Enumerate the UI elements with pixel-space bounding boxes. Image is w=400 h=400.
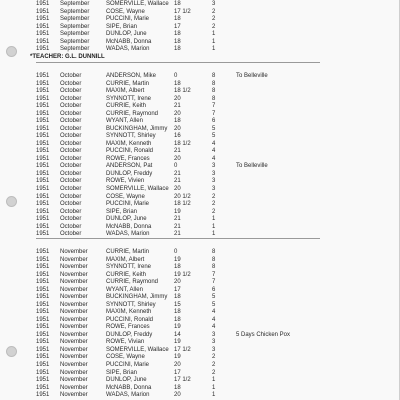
cell-age: 19 xyxy=(174,256,181,263)
cell-month: September xyxy=(60,38,90,45)
cell-year: 1951 xyxy=(36,95,50,102)
cell-name: SOMERVILLE, Wallace xyxy=(106,346,169,353)
cell-age: 18 xyxy=(174,31,181,38)
cell-name: PUCCINI, Ronald xyxy=(106,316,154,323)
cell-grade: 2 xyxy=(212,16,216,23)
cell-month: October xyxy=(60,133,82,140)
cell-name: ROWE, Vivien xyxy=(106,178,145,185)
cell-year: 1951 xyxy=(36,1,50,7)
cell-age: 18 xyxy=(174,316,181,323)
cell-age: 18 xyxy=(174,1,181,7)
cell-grade: 1 xyxy=(212,223,216,230)
cell-month: September xyxy=(60,23,90,30)
cell-age: 19 1/2 xyxy=(174,271,191,278)
cell-grade: 2 xyxy=(212,201,216,207)
cell-age: 15 xyxy=(174,301,181,308)
cell-name: PUCCINI, Marie xyxy=(106,361,150,368)
cell-month: November xyxy=(60,384,88,391)
cell-note: 5 Days Chicken Pox xyxy=(236,331,291,338)
cell-age: 14 xyxy=(174,331,181,338)
cell-age: 18 1/2 xyxy=(174,140,191,147)
cell-grade: 5 xyxy=(212,301,216,308)
cell-age: 0 xyxy=(174,163,178,170)
cell-name: BUCKINGHAM, Jimmy xyxy=(106,125,168,132)
cell-grade: 3 xyxy=(212,1,216,7)
cell-year: 1951 xyxy=(36,377,50,383)
cell-month: October xyxy=(60,231,82,238)
cell-age: 18 xyxy=(174,294,181,301)
cell-year: 1951 xyxy=(36,38,50,45)
cell-age: 16 xyxy=(174,133,181,140)
cell-year: 1951 xyxy=(36,339,50,346)
cell-name: DUNLOP, June xyxy=(106,216,147,223)
cell-grade: 1 xyxy=(212,216,216,223)
cell-year: 1951 xyxy=(36,264,50,271)
cell-grade: 8 xyxy=(212,256,216,263)
cell-grade: 1 xyxy=(212,392,216,399)
cell-month: October xyxy=(60,208,82,215)
cell-age: 17 xyxy=(174,23,181,30)
cell-note: To Belleville xyxy=(236,73,268,79)
cell-age: 20 xyxy=(174,185,181,192)
cell-month: September xyxy=(60,46,90,53)
cell-name: SOMERVILLE, Wallace xyxy=(106,1,169,7)
cell-grade: 7 xyxy=(212,279,216,286)
cell-name: CURRIE, Keith xyxy=(106,103,147,110)
cell-name: McNABB, Donna xyxy=(106,223,152,230)
cell-grade: 5 xyxy=(212,133,216,140)
cell-name: CURRIE, Martin xyxy=(106,80,150,87)
cell-name: ANDERSON, Pat xyxy=(106,163,153,170)
cell-year: 1951 xyxy=(36,216,50,223)
cell-age: 17 1/2 xyxy=(174,377,191,383)
cell-age: 21 xyxy=(174,216,181,223)
cell-month: October xyxy=(60,193,82,200)
cell-grade: 4 xyxy=(212,309,216,316)
cell-name: ROWE, Frances xyxy=(106,324,150,331)
cell-age: 17 xyxy=(174,286,181,293)
cell-year: 1951 xyxy=(36,80,50,87)
cell-age: 18 xyxy=(174,384,181,391)
section-divider xyxy=(36,238,320,239)
cell-age: 21 xyxy=(174,223,181,230)
cell-year: 1951 xyxy=(36,354,50,361)
cell-name: SYNNOTT, Irene xyxy=(106,95,152,102)
cell-age: 19 xyxy=(174,339,181,346)
cell-grade: 1 xyxy=(212,31,216,38)
cell-name: SOMERVILLE, Wallace xyxy=(106,185,169,192)
cell-age: 0 xyxy=(174,73,178,79)
cell-name: ROWE, Vivian xyxy=(106,339,145,346)
cell-month: November xyxy=(60,324,88,331)
cell-year: 1951 xyxy=(36,392,50,399)
cell-month: November xyxy=(60,316,88,323)
cell-name: DUNLOP, June xyxy=(106,31,147,38)
cell-grade: 4 xyxy=(212,324,216,331)
cell-year: 1951 xyxy=(36,8,50,15)
cell-grade: 7 xyxy=(212,110,216,117)
cell-year: 1951 xyxy=(36,316,50,323)
binder-hole xyxy=(6,346,17,357)
cell-name: DUNLOP, June xyxy=(106,377,147,383)
cell-month: November xyxy=(60,377,88,383)
cell-month: November xyxy=(60,279,88,286)
cell-name: ROWE, Frances xyxy=(106,155,150,162)
cell-name: COSE, Wayne xyxy=(106,193,145,200)
cell-month: October xyxy=(60,103,82,110)
cell-month: September xyxy=(60,16,90,23)
cell-month: October xyxy=(60,80,82,87)
cell-name: SIPE, Brian xyxy=(106,208,138,215)
cell-grade: 8 xyxy=(212,88,216,95)
cell-age: 19 xyxy=(174,208,181,215)
cell-month: November xyxy=(60,369,88,376)
cell-month: November xyxy=(60,346,88,353)
cell-grade: 2 xyxy=(212,8,216,15)
cell-name: MAXIM, Albert xyxy=(106,88,145,95)
cell-month: October xyxy=(60,148,82,155)
cell-grade: 1 xyxy=(212,38,216,45)
cell-age: 21 xyxy=(174,170,181,177)
cell-grade: 5 xyxy=(212,294,216,301)
cell-year: 1951 xyxy=(36,155,50,162)
cell-grade: 3 xyxy=(212,178,216,185)
cell-month: October xyxy=(60,95,82,102)
cell-grade: 1 xyxy=(212,231,216,238)
cell-month: October xyxy=(60,140,82,147)
cell-age: 20 xyxy=(174,361,181,368)
cell-year: 1951 xyxy=(36,148,50,155)
cell-year: 1951 xyxy=(36,249,50,255)
cell-year: 1951 xyxy=(36,294,50,301)
cell-month: November xyxy=(60,309,88,316)
cell-age: 20 xyxy=(174,279,181,286)
cell-year: 1951 xyxy=(36,178,50,185)
cell-month: October xyxy=(60,155,82,162)
cell-grade: 2 xyxy=(212,23,216,30)
cell-year: 1951 xyxy=(36,110,50,117)
cell-age: 20 xyxy=(174,392,181,399)
cell-age: 18 xyxy=(174,118,181,125)
cell-name: WADAS, Marion xyxy=(106,46,150,53)
cell-month: October xyxy=(60,178,82,185)
cell-name: COSE, Wayne xyxy=(106,8,145,15)
cell-year: 1951 xyxy=(36,140,50,147)
cell-name: DUNLOP, Freddy xyxy=(106,331,153,338)
cell-grade: 3 xyxy=(212,185,216,192)
cell-month: November xyxy=(60,249,88,255)
cell-year: 1951 xyxy=(36,16,50,23)
cell-year: 1951 xyxy=(36,208,50,215)
cell-name: CURRIE, Raymond xyxy=(106,279,159,286)
cell-year: 1951 xyxy=(36,286,50,293)
cell-age: 17 xyxy=(174,369,181,376)
cell-grade: 4 xyxy=(212,316,216,323)
cell-grade: 1 xyxy=(212,377,216,383)
cell-grade: 2 xyxy=(212,208,216,215)
cell-year: 1951 xyxy=(36,324,50,331)
cell-age: 0 xyxy=(174,249,178,255)
cell-age: 18 1/2 xyxy=(174,88,191,95)
cell-age: 21 xyxy=(174,178,181,185)
cell-name: PUCCINI, Marie xyxy=(106,201,150,207)
cell-month: October xyxy=(60,201,82,207)
cell-year: 1951 xyxy=(36,256,50,263)
cell-year: 1951 xyxy=(36,271,50,278)
cell-age: 21 xyxy=(174,148,181,155)
cell-name: PUCCINI, Ronald xyxy=(106,148,154,155)
cell-year: 1951 xyxy=(36,163,50,170)
cell-month: November xyxy=(60,271,88,278)
section-divider xyxy=(36,62,320,63)
cell-month: September xyxy=(60,31,90,38)
cell-month: October xyxy=(60,73,82,79)
cell-grade: 2 xyxy=(212,193,216,200)
cell-year: 1951 xyxy=(36,369,50,376)
cell-year: 1951 xyxy=(36,170,50,177)
cell-grade: 4 xyxy=(212,148,216,155)
cell-name: ANDERSON, Mike xyxy=(106,73,157,79)
cell-name: MAXIM, Kenneth xyxy=(106,140,152,147)
cell-month: October xyxy=(60,223,82,230)
cell-year: 1951 xyxy=(36,133,50,140)
cell-year: 1951 xyxy=(36,231,50,238)
cell-month: October xyxy=(60,170,82,177)
cell-grade: 6 xyxy=(212,286,216,293)
cell-age: 18 xyxy=(174,264,181,271)
cell-month: October xyxy=(60,125,82,132)
cell-year: 1951 xyxy=(36,88,50,95)
cell-grade: 7 xyxy=(212,271,216,278)
cell-name: MAXIM, Albert xyxy=(106,256,145,263)
cell-name: SIPE, Brian xyxy=(106,369,138,376)
cell-year: 1951 xyxy=(36,201,50,207)
cell-grade: 4 xyxy=(212,155,216,162)
cell-age: 19 xyxy=(174,354,181,361)
cell-month: November xyxy=(60,286,88,293)
cell-age: 17 1/2 xyxy=(174,8,191,15)
cell-name: COSE, Wayne xyxy=(106,354,145,361)
cell-month: September xyxy=(60,1,90,7)
cell-month: October xyxy=(60,163,82,170)
cell-grade: 3 xyxy=(212,331,216,338)
cell-age: 21 xyxy=(174,231,181,238)
cell-year: 1951 xyxy=(36,361,50,368)
cell-name: WYANT, Allen xyxy=(106,118,143,125)
cell-name: CURRIE, Martin xyxy=(106,249,150,255)
cell-grade: 8 xyxy=(212,73,216,79)
cell-month: November xyxy=(60,301,88,308)
cell-age: 20 xyxy=(174,95,181,102)
cell-year: 1951 xyxy=(36,125,50,132)
cell-year: 1951 xyxy=(36,31,50,38)
cell-age: 18 1/2 xyxy=(174,201,191,207)
cell-name: CURRIE, Raymond xyxy=(106,110,159,117)
cell-name: SYNNOTT, Irene xyxy=(106,264,152,271)
binder-hole xyxy=(6,46,17,57)
cell-grade: 7 xyxy=(212,103,216,110)
cell-name: SYNNOTT, Shirley xyxy=(106,301,156,308)
cell-grade: 8 xyxy=(212,249,216,255)
cell-age: 20 xyxy=(174,110,181,117)
cell-grade: 3 xyxy=(212,163,216,170)
cell-age: 18 xyxy=(174,16,181,23)
binder-hole xyxy=(6,196,17,207)
cell-year: 1951 xyxy=(36,309,50,316)
cell-month: November xyxy=(60,339,88,346)
cell-year: 1951 xyxy=(36,23,50,30)
cell-age: 19 xyxy=(174,324,181,331)
cell-month: November xyxy=(60,331,88,338)
cell-month: November xyxy=(60,294,88,301)
cell-age: 18 xyxy=(174,38,181,45)
cell-age: 18 xyxy=(174,80,181,87)
cell-grade: 8 xyxy=(212,80,216,87)
cell-name: CURRIE, Keith xyxy=(106,271,147,278)
cell-grade: 3 xyxy=(212,170,216,177)
cell-name: WYANT, Allen xyxy=(106,286,143,293)
cell-year: 1951 xyxy=(36,346,50,353)
teacher-heading: *TEACHER: G.L. DUNNILL xyxy=(30,54,105,60)
cell-month: November xyxy=(60,256,88,263)
cell-age: 20 1/2 xyxy=(174,193,191,200)
cell-name: McNABB, Donna xyxy=(106,384,152,391)
cell-age: 18 xyxy=(174,46,181,53)
cell-year: 1951 xyxy=(36,193,50,200)
cell-name: SYNNOTT, Shirley xyxy=(106,133,156,140)
cell-age: 17 1/2 xyxy=(174,346,191,353)
cell-note: To Belleville xyxy=(236,163,268,170)
cell-grade: 5 xyxy=(212,125,216,132)
cell-year: 1951 xyxy=(36,73,50,79)
cell-year: 1951 xyxy=(36,279,50,286)
cell-year: 1951 xyxy=(36,301,50,308)
cell-year: 1951 xyxy=(36,118,50,125)
cell-month: October xyxy=(60,118,82,125)
cell-grade: 2 xyxy=(212,354,216,361)
cell-month: November xyxy=(60,354,88,361)
cell-grade: 3 xyxy=(212,346,216,353)
cell-name: McNABB, Donna xyxy=(106,38,152,45)
cell-grade: 3 xyxy=(212,339,216,346)
cell-grade: 8 xyxy=(212,264,216,271)
cell-month: November xyxy=(60,264,88,271)
cell-month: October xyxy=(60,216,82,223)
cell-month: October xyxy=(60,185,82,192)
cell-grade: 2 xyxy=(212,361,216,368)
cell-name: DUNLOP, Freddy xyxy=(106,170,153,177)
cell-name: MAXIM, Kenneth xyxy=(106,309,152,316)
cell-month: November xyxy=(60,392,88,399)
cell-grade: 1 xyxy=(212,46,216,53)
cell-grade: 4 xyxy=(212,140,216,147)
cell-grade: 6 xyxy=(212,118,216,125)
cell-year: 1951 xyxy=(36,331,50,338)
cell-age: 20 xyxy=(174,155,181,162)
cell-age: 18 xyxy=(174,309,181,316)
cell-year: 1951 xyxy=(36,103,50,110)
cell-month: October xyxy=(60,88,82,95)
cell-name: PUCCINI, Marie xyxy=(106,16,150,23)
cell-year: 1951 xyxy=(36,185,50,192)
cell-month: September xyxy=(60,8,90,15)
cell-age: 21 xyxy=(174,103,181,110)
cell-name: BUCKINGHAM, Jimmy xyxy=(106,294,168,301)
cell-month: November xyxy=(60,361,88,368)
cell-year: 1951 xyxy=(36,223,50,230)
cell-grade: 1 xyxy=(212,384,216,391)
cell-name: SIPE, Brian xyxy=(106,23,138,30)
cell-month: October xyxy=(60,110,82,117)
cell-grade: 8 xyxy=(212,95,216,102)
cell-name: WADAS, Marion xyxy=(106,231,150,238)
cell-year: 1951 xyxy=(36,384,50,391)
cell-grade: 2 xyxy=(212,369,216,376)
cell-name: WADAS, Marion xyxy=(106,392,150,399)
cell-year: 1951 xyxy=(36,46,50,53)
cell-age: 20 xyxy=(174,125,181,132)
